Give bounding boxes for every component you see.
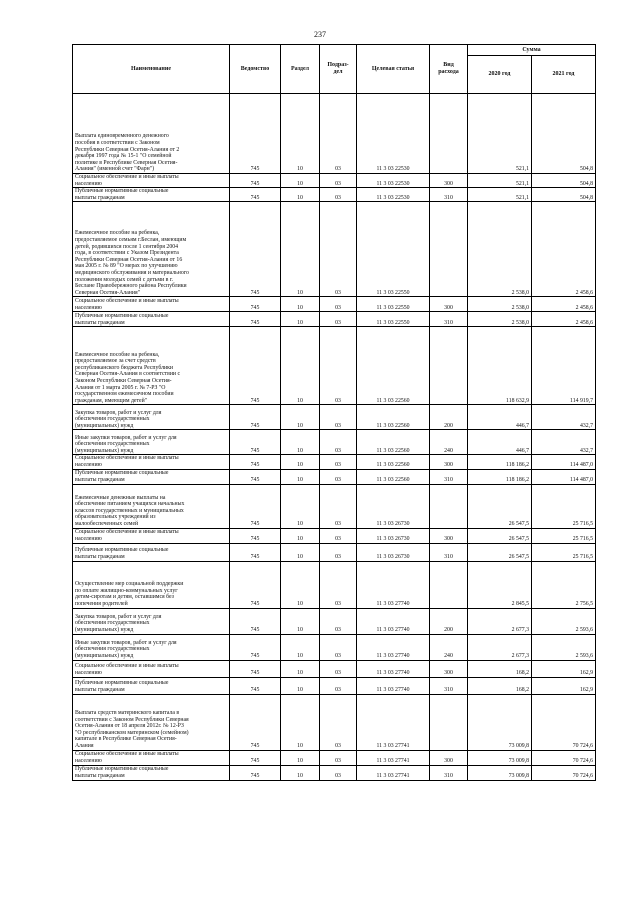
cell-name: Выплата средств материнского капитала в соответствии с Законом Республики Северная Осетия-Алания от 18 апреля 2012г. № 12-РЗ "О республиканском материнском (семейном) капитале в Республике Северная Осетия- Алания [73,694,230,750]
cell-name: Закупка товаров, работ и услуг для обеспечения государственных (муниципальных) нужд [73,608,230,634]
table-body [73,94,596,781]
cell-name: Ежемесячное пособие на ребенка, предоставляемое семьям г.Беслан, имеющим детей, родившихся после 1 сентября 2004 года, в соответствии с Указом Президента Республики Северная Осетия-Алания от 16 мая 2005 г. № 89 "О мерах по улучшению медицинского обслуживания и материального положения молодых семей с детьми в г. Беслане Правобережного района Республики Северная Осетия-Алания" [73,202,230,297]
cell-vid: 310 [430,765,468,780]
cell-podrazdel: 03 [320,543,357,561]
cell-vid [430,94,468,174]
cell-2020: 73 009,8 [468,694,532,750]
cell-2021: 114 487,0 [532,469,596,484]
cell-2020: 521,1 [468,94,532,174]
table-row [73,543,596,561]
cell-podrazdel: 03 [320,405,357,430]
cell-2021: 2 593,6 [532,634,596,660]
cell-podrazdel: 03 [320,430,357,455]
cell-2021: 504,8 [532,174,596,188]
table-row [73,750,596,765]
cell-2021: 114 487,0 [532,455,596,469]
cell-vedomstvo: 745 [230,174,281,188]
cell-vid: 240 [430,634,468,660]
cell-podrazdel: 03 [320,455,357,469]
cell-2020: 26 547,5 [468,528,532,543]
cell-tselevaya: 11 3 03 27740 [357,561,430,608]
table-row [73,327,596,405]
cell-razdel: 10 [281,484,320,528]
cell-tselevaya: 11 3 03 22560 [357,455,430,469]
cell-name: Публичные нормативные социальные выплаты гражданам [73,677,230,694]
col-vid-header: Вид расхода [430,45,468,94]
cell-vedomstvo: 745 [230,608,281,634]
table-row [73,312,596,327]
cell-name: Публичные нормативные социальные выплаты гражданам [73,765,230,780]
cell-name: Закупка товаров, работ и услуг для обеспечения государственных (муниципальных) нужд [73,405,230,430]
cell-podrazdel: 03 [320,677,357,694]
cell-vid [430,202,468,297]
cell-razdel: 10 [281,634,320,660]
cell-2020: 2 538,0 [468,297,532,312]
cell-vid: 200 [430,405,468,430]
cell-name: Публичные нормативные социальные выплаты гражданам [73,188,230,202]
cell-name: Социальное обеспечение и иные выплаты населению [73,297,230,312]
table-row [73,469,596,484]
table-row [73,430,596,455]
col-summa-header: Сумма [468,45,596,56]
cell-razdel: 10 [281,750,320,765]
col-razdel-header: Раздел [281,45,320,94]
cell-tselevaya: 11 3 03 22530 [357,174,430,188]
cell-vedomstvo: 745 [230,660,281,677]
cell-razdel: 10 [281,469,320,484]
cell-tselevaya: 11 3 03 22560 [357,469,430,484]
cell-razdel: 10 [281,312,320,327]
cell-2021: 25 716,5 [532,543,596,561]
cell-vedomstvo: 745 [230,634,281,660]
cell-name: Ежемесячные денежные выплаты на обеспечение питанием учащихся начальных классов государственных и муниципальных образовательных учреждений из малообеспеченных семей [73,484,230,528]
table-row [73,677,596,694]
cell-2020: 521,1 [468,174,532,188]
cell-podrazdel: 03 [320,694,357,750]
table-row [73,561,596,608]
cell-razdel: 10 [281,528,320,543]
cell-name: Социальное обеспечение и иные выплаты населению [73,750,230,765]
cell-name: Осуществление мер социальной поддержки по оплате жилищно-коммунальных услуг детям-сиротам и детям, оставшимся без попечения родителей [73,561,230,608]
cell-razdel: 10 [281,327,320,405]
table-row [73,484,596,528]
table-row [73,174,596,188]
col-2021-header: 2021 год [532,56,596,94]
cell-razdel: 10 [281,94,320,174]
cell-razdel: 10 [281,660,320,677]
cell-2020: 118 186,2 [468,469,532,484]
cell-tselevaya: 11 3 03 22550 [357,297,430,312]
cell-vedomstvo: 745 [230,188,281,202]
cell-vedomstvo: 745 [230,765,281,780]
cell-2021: 70 724,6 [532,750,596,765]
cell-vid [430,694,468,750]
cell-2021: 2 458,6 [532,297,596,312]
cell-vedomstvo: 745 [230,484,281,528]
cell-vid: 300 [430,297,468,312]
cell-podrazdel: 03 [320,94,357,174]
cell-vedomstvo: 745 [230,750,281,765]
cell-tselevaya: 11 3 03 27740 [357,660,430,677]
cell-vedomstvo: 745 [230,543,281,561]
cell-vid: 300 [430,528,468,543]
table-row [73,405,596,430]
cell-tselevaya: 11 3 03 26730 [357,543,430,561]
cell-vid: 310 [430,312,468,327]
table-row [73,297,596,312]
cell-name: Публичные нормативные социальные выплаты гражданам [73,469,230,484]
cell-2020: 26 547,5 [468,484,532,528]
cell-vedomstvo: 745 [230,455,281,469]
cell-2020: 168,2 [468,677,532,694]
cell-tselevaya: 11 3 03 27740 [357,634,430,660]
cell-2021: 504,8 [532,188,596,202]
cell-vedomstvo: 745 [230,528,281,543]
col-vedomstvo-header: Ведомство [230,45,281,94]
cell-2021: 114 919,7 [532,327,596,405]
table-row [73,188,596,202]
cell-name: Социальное обеспечение и иные выплаты населению [73,455,230,469]
cell-tselevaya: 11 3 03 22560 [357,405,430,430]
cell-vid: 240 [430,430,468,455]
table-row [73,202,596,297]
table-row [73,694,596,750]
cell-podrazdel: 03 [320,561,357,608]
table-row [73,634,596,660]
cell-name: Публичные нормативные социальные выплаты гражданам [73,543,230,561]
cell-2021: 25 716,5 [532,528,596,543]
cell-2020: 446,7 [468,430,532,455]
cell-podrazdel: 03 [320,297,357,312]
cell-name: Ежемесячное пособие на ребенка, предоставляемое за счет средств республиканского бюджета Республики Северная Осетия-Алания в соответствии с Законом Республики Северная Осетия- Алания от 1 марта 2005 г. № 7-РЗ "О государственном ежемесячном пособии гражданам, имеющим детей" [73,327,230,405]
cell-name: Социальное обеспечение и иные выплаты населению [73,174,230,188]
cell-vedomstvo: 745 [230,312,281,327]
cell-podrazdel: 03 [320,634,357,660]
cell-tselevaya: 11 3 03 22530 [357,188,430,202]
cell-2021: 162,9 [532,660,596,677]
cell-podrazdel: 03 [320,765,357,780]
cell-vedomstvo: 745 [230,202,281,297]
table-row [73,765,596,780]
cell-podrazdel: 03 [320,188,357,202]
cell-name: Иные закупки товаров, работ и услуг для обеспечения государственных (муниципальных) нужд [73,634,230,660]
cell-2021: 2 458,6 [532,202,596,297]
cell-podrazdel: 03 [320,469,357,484]
cell-tselevaya: 11 3 03 27741 [357,750,430,765]
cell-razdel: 10 [281,430,320,455]
table-row [73,608,596,634]
cell-2021: 504,8 [532,94,596,174]
cell-2021: 25 716,5 [532,484,596,528]
col-podrazdel-header: Подраз- дел [320,45,357,94]
cell-razdel: 10 [281,174,320,188]
cell-tselevaya: 11 3 03 27741 [357,694,430,750]
cell-vedomstvo: 745 [230,694,281,750]
col-2020-header: 2020 год [468,56,532,94]
cell-2020: 2 538,0 [468,202,532,297]
cell-vedomstvo: 745 [230,405,281,430]
cell-razdel: 10 [281,765,320,780]
cell-2020: 118 186,2 [468,455,532,469]
cell-2021: 2 756,5 [532,561,596,608]
col-tselevaya-header: Целевая статья [357,45,430,94]
table-row [73,660,596,677]
cell-2020: 2 538,0 [468,312,532,327]
cell-vid [430,484,468,528]
cell-name: Иные закупки товаров, работ и услуг для обеспечения государственных (муниципальных) нужд [73,430,230,455]
cell-vid: 310 [430,677,468,694]
cell-vid: 300 [430,750,468,765]
cell-name: Выплата единовременного денежного пособия в соответствии с Законом Республики Северная Осетия-Алания от 2 декабря 1997 года № 15-1 "О семейной политике в Республике Северная Осетия- Алания" (именной счет "Фарн") [73,94,230,174]
cell-2021: 2 458,6 [532,312,596,327]
cell-tselevaya: 11 3 03 22550 [357,202,430,297]
cell-podrazdel: 03 [320,484,357,528]
cell-vid [430,327,468,405]
cell-razdel: 10 [281,561,320,608]
cell-vedomstvo: 745 [230,327,281,405]
page-number: 237 [314,30,326,39]
cell-name: Социальное обеспечение и иные выплаты населению [73,528,230,543]
cell-podrazdel: 03 [320,312,357,327]
cell-razdel: 10 [281,694,320,750]
cell-podrazdel: 03 [320,608,357,634]
cell-razdel: 10 [281,677,320,694]
cell-vid: 310 [430,188,468,202]
cell-razdel: 10 [281,608,320,634]
table-row [73,455,596,469]
cell-2020: 168,2 [468,660,532,677]
cell-name: Публичные нормативные социальные выплаты гражданам [73,312,230,327]
cell-podrazdel: 03 [320,174,357,188]
cell-podrazdel: 03 [320,750,357,765]
budget-table [72,44,596,781]
cell-2020: 446,7 [468,405,532,430]
table-row [73,94,596,174]
cell-vid: 310 [430,469,468,484]
cell-vedomstvo: 745 [230,430,281,455]
cell-tselevaya: 11 3 03 22530 [357,94,430,174]
cell-tselevaya: 11 3 03 22550 [357,312,430,327]
cell-razdel: 10 [281,543,320,561]
cell-2020: 73 009,8 [468,765,532,780]
cell-razdel: 10 [281,405,320,430]
cell-vid [430,561,468,608]
cell-vedomstvo: 745 [230,561,281,608]
cell-2021: 432,7 [532,405,596,430]
cell-2021: 2 593,6 [532,608,596,634]
cell-vid: 200 [430,608,468,634]
cell-vedomstvo: 745 [230,469,281,484]
cell-2020: 521,1 [468,188,532,202]
cell-razdel: 10 [281,297,320,312]
cell-2021: 432,7 [532,430,596,455]
cell-tselevaya: 11 3 03 22560 [357,430,430,455]
cell-name: Социальное обеспечение и иные выплаты населению [73,660,230,677]
cell-podrazdel: 03 [320,528,357,543]
cell-tselevaya: 11 3 03 27741 [357,765,430,780]
cell-vid: 300 [430,455,468,469]
cell-vid: 300 [430,174,468,188]
cell-tselevaya: 11 3 03 26730 [357,484,430,528]
cell-podrazdel: 03 [320,660,357,677]
cell-2021: 162,9 [532,677,596,694]
cell-tselevaya: 11 3 03 27740 [357,677,430,694]
cell-podrazdel: 03 [320,202,357,297]
cell-razdel: 10 [281,188,320,202]
cell-2020: 26 547,5 [468,543,532,561]
cell-vid: 300 [430,660,468,677]
header-row [73,45,596,56]
cell-razdel: 10 [281,455,320,469]
table-row [73,528,596,543]
cell-vid: 310 [430,543,468,561]
col-name-header: Наименование [73,45,230,94]
cell-2021: 70 724,6 [532,765,596,780]
cell-tselevaya: 11 3 03 22560 [357,327,430,405]
cell-2020: 73 009,8 [468,750,532,765]
cell-vedomstvo: 745 [230,94,281,174]
cell-tselevaya: 11 3 03 27740 [357,608,430,634]
cell-vedomstvo: 745 [230,297,281,312]
cell-2020: 118 632,9 [468,327,532,405]
cell-2020: 2 677,3 [468,634,532,660]
cell-2020: 2 845,5 [468,561,532,608]
cell-vedomstvo: 745 [230,677,281,694]
cell-2021: 70 724,6 [532,694,596,750]
cell-2020: 2 677,3 [468,608,532,634]
cell-podrazdel: 03 [320,327,357,405]
cell-razdel: 10 [281,202,320,297]
cell-tselevaya: 11 3 03 26730 [357,528,430,543]
